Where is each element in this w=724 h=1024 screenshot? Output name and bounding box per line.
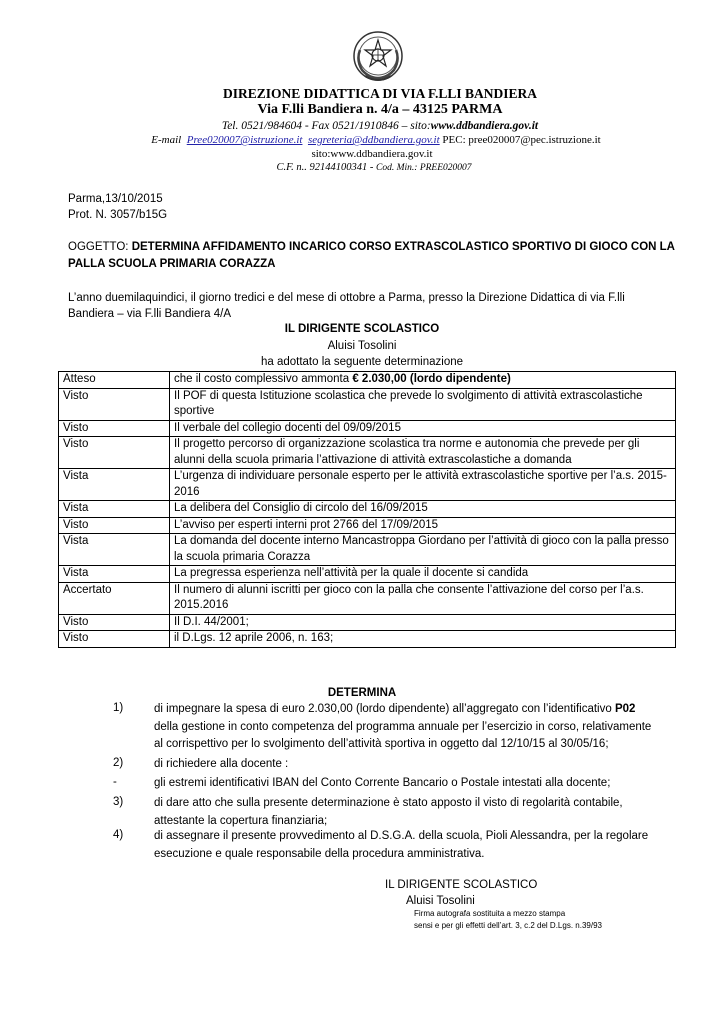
subject-line-1 [68, 239, 675, 255]
determina-item-4 [154, 828, 684, 863]
table-row [59, 501, 676, 518]
determina-item-1 [154, 701, 684, 754]
row-text-main: La domanda del docente interno Mancastroppa Giordano per l’attività di gioco con la palla presso la scuola primaria Corazza [174, 535, 669, 563]
row-text-main: L’avviso per esperti interni prot 2766 del 17/09/2015 [174, 518, 439, 531]
table-row [59, 517, 676, 534]
website-bold[interactable]: www.ddbandiera.gov.it [430, 120, 539, 132]
table-row [59, 372, 676, 389]
fiscal-code: C.F. n.. 92144100341 - [276, 162, 377, 173]
row-text-main: il D.Lgs. 12 aprile 2006, n. 163; [174, 632, 334, 644]
table-row [59, 437, 676, 469]
row-text [170, 566, 676, 583]
row-text [170, 469, 676, 501]
premises-table [58, 371, 676, 648]
email-label: E-mail [151, 134, 182, 146]
item-3-text-b: attestante la copertura finanziaria; [154, 814, 328, 827]
school-name: DIREZIONE DIDATTICA DI VIA F.LLI BANDIERA [222, 86, 538, 101]
document-date: Parma,13/10/2015 [68, 193, 163, 205]
email-link-2[interactable]: segreteria@ddbandiera.gov.it [307, 134, 440, 146]
row-text [170, 437, 676, 469]
item-number-4: 4) [113, 829, 124, 841]
table-row [59, 582, 676, 614]
item-1-text-b: della gestione in conto competenza del programma annuale per l’esercizio in corso, relativamente [154, 720, 652, 733]
row-text [170, 372, 676, 389]
item-3-text-a: di dare atto che sulla presente determinazione è stato apposto il visto di regolarità contabile, [154, 797, 623, 809]
fiscal-code-line [12, 162, 724, 173]
row-label: Visto [59, 388, 170, 420]
determina-heading: DETERMINA [327, 687, 397, 699]
row-label: Vista [59, 469, 170, 501]
row-text [170, 614, 676, 631]
row-label: Vista [59, 566, 170, 583]
phone-fax: Tel. 0521/984604 - Fax 0521/1910846 – sito: [221, 120, 431, 132]
contact-phone-line [18, 120, 724, 132]
table-row [59, 614, 676, 631]
protocol-number: Prot. N. 3057/b15G [68, 209, 168, 221]
italian-republic-emblem-icon [351, 30, 405, 86]
row-label: Accertato [59, 582, 170, 614]
determina-item-2: di richiedere alla docente : [154, 758, 289, 770]
dirigente-name: Aluisi Tosolini [327, 340, 397, 352]
website-line: sito:www.ddbandiera.gov.it [311, 148, 433, 160]
row-label: Visto [59, 631, 170, 648]
email-link-1[interactable]: Pree020007@istruzione.it [186, 134, 303, 146]
row-label: Atteso [59, 372, 170, 389]
table-row [59, 469, 676, 501]
row-text-main: La delibera del Consiglio di circolo del 16/09/2015 [174, 502, 428, 514]
row-amount: € 2.030,00 (lordo dipendente) [352, 373, 511, 385]
signature-note-2: sensi e per gli effetti dell’art. 3, c.2 del D.Lgs. n.39/93 [414, 921, 602, 930]
table-row [59, 388, 676, 420]
row-text [170, 420, 676, 437]
pec-address: PEC: pree020007@pec.istruzione.it [442, 134, 601, 146]
ministry-code: Cod. Min.: PREE020007 [376, 163, 472, 173]
table-row [59, 420, 676, 437]
intro-line-1: L’anno duemilaquindici, il giorno tredici e del mese di ottobre a Parma, presso la Direzione Didattica di via F.lli [68, 292, 625, 304]
row-text-main: Il D.I. 44/2001; [174, 615, 249, 628]
subject-text: DETERMINA AFFIDAMENTO INCARICO CORSO EXTRASCOLASTICO SPORTIVO DI GIOCO CON LA [131, 241, 675, 253]
determina-item-2b: gli estremi identificativi IBAN del Conto Corrente Bancario o Postale intestati alla docente; [154, 777, 611, 789]
item-4-text-b: esecuzione e quale responsabile della procedura amministrativa. [154, 847, 485, 860]
item-1-text-c: al corrispettivo per lo svolgimento dell’attività sportiva in oggetto dal 12/10/15 al 30/05/16; [154, 738, 609, 750]
row-label: Visto [59, 614, 170, 631]
determina-item-3 [154, 795, 684, 830]
row-label: Vista [59, 501, 170, 518]
row-text [170, 517, 676, 534]
table-row [59, 566, 676, 583]
row-text [170, 534, 676, 566]
signature-note-1: Firma autografa sostituita a mezzo stampa [414, 909, 566, 918]
row-text [170, 501, 676, 518]
row-text [170, 388, 676, 420]
row-text [170, 582, 676, 614]
signature-name: Aluisi Tosolini [406, 895, 475, 907]
row-text-main: L’urgenza di individuare personale esperto per le attività extrascolastiche sportive per l’a.s. 2015-2016 [174, 470, 667, 498]
dirigente-role: IL DIRIGENTE SCOLASTICO [284, 323, 440, 335]
subject-label: OGGETTO: [68, 241, 132, 253]
row-text-main: La pregressa esperienza nell’attività per la quale il docente si candida [174, 567, 529, 579]
row-text-main: Il numero di alunni iscritti per gioco con la palla che consente l’attivazione del corso per l’a.s. 2015.2016 [174, 583, 644, 611]
table-row [59, 631, 676, 648]
row-text-main: che il costo complessivo ammonta [174, 373, 353, 385]
item-dash: - [113, 776, 117, 788]
contact-email-line [14, 134, 724, 146]
row-text [170, 631, 676, 648]
row-text-main: Il POF di questa Istituzione scolastica che prevede lo svolgimento di attività extrascolastiche sportive [174, 389, 643, 417]
intro-line-2: Bandiera – via F.lli Bandiera 4/A [68, 308, 232, 320]
adopted-statement: ha adottato la seguente determinazione [260, 356, 464, 368]
row-label: Visto [59, 420, 170, 437]
item-number-3: 3) [113, 796, 124, 808]
row-label: Vista [59, 534, 170, 566]
row-label: Visto [59, 437, 170, 469]
item-1-code: P02 [614, 703, 636, 715]
row-text-main: Il verbale del collegio docenti del 09/09/2015 [174, 421, 401, 434]
school-address: Via F.lli Bandiera n. 4/a – 43125 PARMA [257, 102, 503, 117]
row-label: Visto [59, 517, 170, 534]
item-4-text-a: di assegnare il presente provvedimento al D.S.G.A. della scuola, Pioli Alessandra, per la regolare [154, 830, 649, 842]
subject-line-2: PALLA SCUOLA PRIMARIA CORAZZA [68, 258, 276, 270]
table-row [59, 534, 676, 566]
item-number-1: 1) [113, 702, 124, 714]
row-text-main: Il progetto percorso di organizzazione scolastica tra norme e autonomia che prevede per gli alunni della scuola primaria l’attivazione di attività extrascolastiche a domanda [174, 438, 640, 466]
item-number-2: 2) [113, 757, 124, 769]
item-1-text-a: di impegnare la spesa di euro 2.030,00 (lordo dipendente) all’aggregato con l’identificativo [154, 703, 615, 715]
signature-role: IL DIRIGENTE SCOLASTICO [385, 879, 538, 891]
